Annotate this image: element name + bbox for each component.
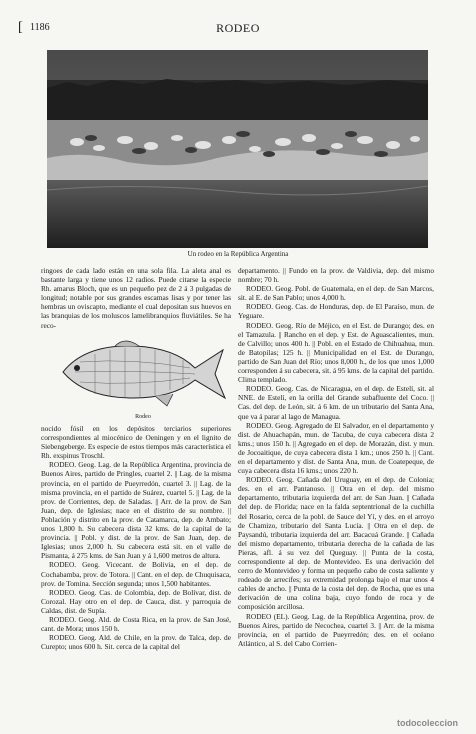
right-paragraph-7: RODEO. Geog. Cañada del Uruguay, en el dep. de Colonia; des. en el arr. Pantanoso. || Otra en el dep. del mismo departamento, tributaria izquierda del arr. de San Juan. || Cañada del dep. de Florida; nace en la falda septentrional de la cuchilla del Rosario, cerca de la pobl. de Sauce del Yí, y des. en el arroyo de Chamizo, tributario del Santa Lucía. || Otra en el dep. de Paysandú, tributaria izquierda del arr. Bacacuá Grande. || Cañada del mismo departamento, tributaria derecha de la cañada de las Pieras, afl. á su vez del Queguay. || Punta de la costa, correspondiente al dep. de Montevideo. Es una derivación del cerro de Montevideo y forma un pequeño cabo de costa saliente y rodeado de arrecifes; su extremidad prolonga bajo el mar unos 4 cables de ancho. || Punta de la costa del dep. de Rocha, que es una derivación de una colina baja, cuyo fondo de roca y de composición arcillosa.: [238, 475, 434, 612]
page-bracket: [: [18, 20, 23, 35]
rodeo-photo: [47, 50, 428, 248]
right-paragraph-4: RODEO. Geog. Río de Méjico, en el Est. de Durango; des. en el Tamazula. || Rancho en el dep. y Est. de Aguascalientes, mun. de Calvillo; unos 400 h. || Pobl. en el Estado de Chihuahua, mun. de Batopilas; 125 h. || Municipalidad en el Est. de Durango, partido de San Juan del Río; unos 8,000 h., de los que unos 1,000 corresponden á su cabecera, sit. á 95 kms. de la capital del partido. Clima templado.: [238, 320, 434, 385]
page-title: RODEO: [216, 21, 260, 35]
right-paragraph-1: departamento. || Fundo en la prov. de Valdivia, dep. del mismo nombre; 70 h.: [238, 266, 434, 285]
page-header: [18, 22, 458, 38]
right-paragraph-2: RODEO. Geog. Pobl. de Guatemala, en el dep. de San Marcos, sit. al E. de San Pablo; unos 4,000 h.: [238, 284, 434, 303]
left-paragraph-7: RODEO. Geog. Ald. de Chile, en la prov. de Talca, dep. de Curepto; unos 600 h. Sit. cerca de la capital del: [41, 633, 231, 652]
right-column: [238, 266, 434, 648]
photo-caption: Un rodeo en la República Argentina: [187, 250, 289, 258]
watermark: todocoleccion: [396, 718, 458, 728]
right-paragraph-6: RODEO. Geog. Agregado de El Salvador, en el departamento y dist. de Ahuachapán, mun. de Tacuba, de cuya cabecera dista 2 kms.; unos 150 h. || Agregado en el dep. de Morazán, dist. y mun. de Jocoaitique, de cuya cabecera dista 1 km.; unos 250 h. || Cant. en el departamento y dist. de Santa Ana, mun. de Coatepeque, de cuya cabecera dista 16 kms.; unos 220 h.: [238, 420, 434, 476]
left-paragraph-3: RODEO. Geog. Lag. de la República Argentina, provincia de Buenos Aires, partido de Pringles, cuartel 2. || Lag. de la misma provincia, en el partido de Pueyrredón, cuartel 3. || Lag. de la misma provincia, en el partido de Suárez, cuartel 5. || Lag. de la prov. de Corrientes, dep. de Saladas. || Arr. de la prov. de San Juan, dep. de Iglesias; nace en el distrito de su nombre. || Población y distrito en la prov. de Catamarca, dep. de Ambato; unos 1,800 h. Su cabecera dista 32 kms. de la capital de la provincia. || Pobl. y dist. de la prov. de San Juan, dep. de Iglesias; unos 2,000 h. Su cabecera está sit. en el valle de Pismanta, á 275 kms. de San Juan y á 1,600 metros de altura.: [41, 460, 231, 561]
left-column-lower: [41, 424, 231, 651]
left-paragraph-5: RODEO. Geog. Cas. de Colombia, dep. de Bolívar, dist. de Corozal. Hay otro en el dep. de Cauca, dist. y parroquia de Caldas, dist. de Supía.: [41, 587, 231, 615]
left-paragraph-2: nocido fósil en los depósitos terciarios superiores correspondientes al miocénico de Oeningen y en el lignito de Siebengeberge. Es especie de estos tiempos más característica el Rh. exspinus Troschl.: [41, 424, 231, 461]
right-paragraph-8: RODEO (EL). Geog. Lag. de la República Argentina, prov. de Buenos Aires, partido de Necochea, cuartel 3. || Arr. de la misma provincia, en el partido de Pueyrredón; des. en el océano Atlántico, al S. del Cabo Corrien-: [238, 611, 434, 648]
left-column: [41, 266, 231, 330]
rodeo-photo-image: [47, 50, 428, 248]
right-paragraph-5: RODEO. Geog. Cas. de Nicaragua, en el dep. de Estelí, sit. al NNE. de Estelí, en la orilla del Grande subafluente del Coco. || Cas. del dep. de León, sit. á 6 km. de un tributario del Santa Ana, que va á parar al lago de Managua.: [238, 384, 434, 421]
left-paragraph-1: ringoes de cada lado están en una sola fila. La aleta anal es bastante larga y tiene unos 12 radios. Puede citarse la especie Rh. amarus Bloch, que es un pequeño pez de 2 á 3 pulgadas de longitud; notable por sus grandes escamas lisas y por tener las hembras un oviscapto, mediante el cual depositan sus huevos en las branquias de los moluscos lamelibranquios fluviátiles. Se ha reco-: [41, 266, 231, 330]
fish-drawing: [55, 332, 230, 412]
right-paragraph-3: RODEO. Geog. Cas. de Honduras, dep. de El Paraíso, mun. de Yeguare.: [238, 302, 434, 321]
page-number: 1186: [30, 22, 50, 33]
fish-caption: Rodeo: [135, 414, 151, 420]
left-paragraph-4: RODEO. Geog. Vicecant. de Bolivia, en el dep. de Cochabamba, prov. de Totora. || Cant. en el dep. de Chuquisaca, prov. de Tomina. Sección segunda; unos 1,500 habitantes.: [41, 560, 231, 588]
left-paragraph-6: RODEO. Geog. Ald. de Costa Rica, en la prov. de San José, cant. de Mora; unos 150 h.: [41, 614, 231, 634]
fish-illustration: [55, 332, 230, 412]
